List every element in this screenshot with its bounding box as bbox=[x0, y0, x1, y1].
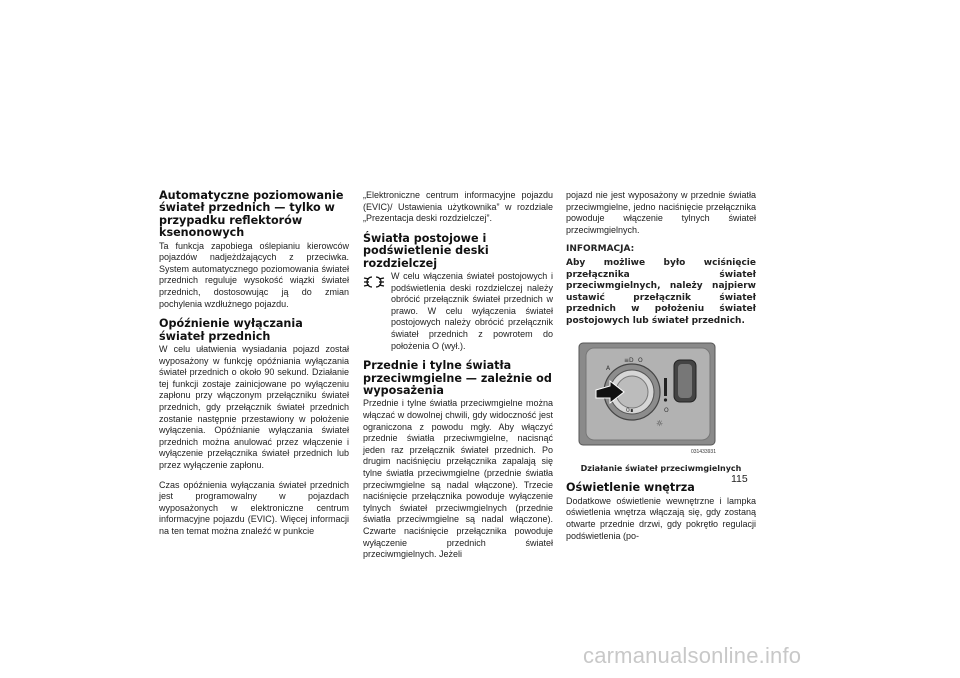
svg-text:O: O bbox=[664, 406, 669, 414]
paragraph-headlight-delay: W celu ułatwienia wysiadania pojazd został wyposażony w funkcję opóźniania wyłączania świateł przednich o około 90 sekund. Działanie tej funkcji zostaje zainicjowane po wyłączeniu zapłonu przy włączonym przełączniku świateł przednich, gdy przełącznik świateł przednich zostanie następnie przestawiony w położenie wyłączenia. Opóźnianie wyłączania świateł przednich można anulować przez włączenie i wyłączenie przełącznika świateł przednich lub przez wyłączenie zapłonu. bbox=[159, 344, 349, 470]
paragraph-parking-lights: W celu włączenia świateł postojowych i podświetlenia deski rozdzielczej należy obrócić przełącznik świateł przednich w prawo. W celu wyłączenia świateł postojowych należy obrócić przełącznik świateł przednich z powrotem do położenia O (wył.). bbox=[391, 271, 553, 351]
svg-text:A: A bbox=[606, 364, 611, 372]
heading-parking-lights: Światła postojowe i podświetlenie deski rozdzielczej bbox=[363, 231, 489, 270]
svg-text:≡D: ≡D bbox=[624, 356, 634, 364]
page-number: 115 bbox=[731, 473, 748, 485]
figure-caption: Działanie świateł przeciwmgielnych bbox=[580, 463, 742, 473]
note-body: Aby możliwe było wciśnięcie przełącznika świateł przeciwmgielnych, należy najpierw ustawić przełącznik świateł przednich w położeniu świateł postojowych lub świateł przednich. bbox=[566, 257, 756, 326]
svg-text:0∎: 0∎ bbox=[626, 406, 634, 414]
heading-fog-lights: Przednie i tylne światła przeciwmgielne — zależnie od wyposażenia bbox=[363, 359, 552, 397]
paragraph-delay-programmable: Czas opóźnienia wyłączania świateł przednich jest programowalny w pojazdach wyposażonych w elektroniczne centrum informacyjne pojazdu (EVIC). Więcej informacji na ten temat można znaleźć w punkcie bbox=[159, 479, 349, 536]
watermark: carmanualsonline.info bbox=[583, 643, 802, 668]
heading-interior-lights: Oświetlenie wnętrza bbox=[566, 481, 695, 495]
headlight-switch-illustration bbox=[578, 342, 716, 446]
svg-text:O: O bbox=[638, 356, 643, 364]
heading-headlight-delay: Opóźnienie wyłączania świateł przednich bbox=[159, 317, 303, 343]
parking-lights-block bbox=[363, 271, 553, 352]
figure-code: 031433931 bbox=[690, 449, 716, 456]
parking-lights-icon bbox=[363, 273, 385, 291]
paragraph-fog-lights: Przednie i tylne światła przeciwmgielne można włączać w dowolnej chwili, gdy widoczność jest ograniczona z powodu mgły. Aby włączyć przednie światła przeciwmgielne, nacisnąć jeden raz przełącznik świateł przednich. Po drugim naciśnięciu przełącznika zapalają się tylne światła przeciwmgielne (przednie światła przeciwmgielne są nadal włączone). Trzecie naciśnięcie przełącznika powoduje wyłączenie tylnych świateł przeciwmgielnych (przednie światła przeciwmgielne są nadal włączone). Czwarte naciśnięcie przełącznika powoduje wyłączenie przednich świateł przeciwmgielnych. Jeżeli bbox=[363, 398, 553, 560]
paragraph-evic-reference: „Elektroniczne centrum informacyjne pojazdu (EVIC)/ Ustawienia użytkownika” w rozdziale „Prezentacja deski rozdzielczej”. bbox=[363, 190, 553, 224]
svg-text:☼: ☼ bbox=[656, 418, 664, 428]
paragraph-fog-continued: pojazd nie jest wyposażony w przednie światła przeciwmgielne, jedno naciśnięcie przełącznika powoduje włączenie tylnych świateł przeciwmgielnych. bbox=[566, 190, 756, 235]
column-3 bbox=[566, 190, 756, 550]
note-heading: INFORMACJA: bbox=[566, 244, 635, 255]
heading-auto-leveling: Automatyczne poziomowanie świateł przednich — tylko w przypadku reflektorów ksenonowych bbox=[159, 189, 344, 240]
column-1 bbox=[159, 190, 349, 546]
paragraph-interior-lights: Dodatkowe oświetlenie wewnętrzne i lampka oświetlenia wnętrza włączają się, gdy zostaną otwarte przednie drzwi, gdy pokrętło regulacji podświetlenia (po- bbox=[566, 495, 756, 541]
column-2 bbox=[363, 190, 553, 569]
paragraph-auto-leveling: Ta funkcja zapobiega oślepianiu kierowców pojazdów nadjeżdżających z przeciwka. System automatycznego poziomowania świateł przednich reguluje wysokość wiązki świateł przednich, dostosowując ją do zmian pochylenia wzdłużnego pojazdu. bbox=[159, 240, 349, 309]
